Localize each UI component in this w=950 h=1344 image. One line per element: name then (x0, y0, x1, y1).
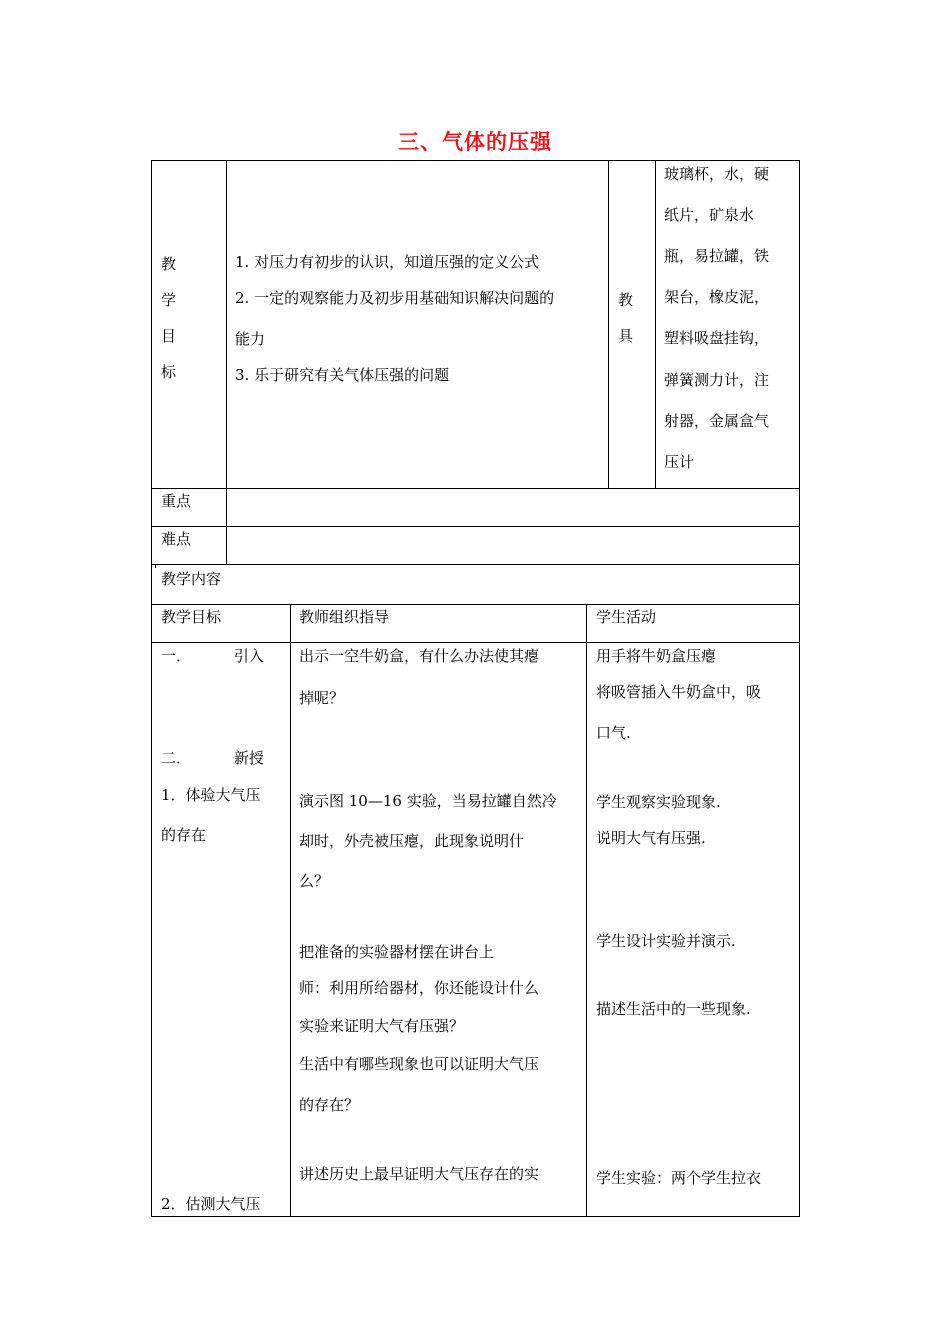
key-point-label: 重点 (161, 492, 192, 510)
difficulty-label: 难点 (161, 530, 192, 548)
header-goals: 教学目标 (161, 608, 222, 626)
objective-item: 2. 一定的观察能力及初步用基础知识解决问题的 (235, 289, 555, 307)
objective-item: 1. 对压力有初步的认识，知道压强的定义公式 (235, 253, 540, 271)
objective-item: 3. 乐于研究有关气体压强的问题 (235, 366, 450, 384)
header-student: 学生活动 (596, 608, 657, 626)
page-title: 三、气体的压强 (398, 129, 552, 154)
header-teacher: 教师组织指导 (299, 608, 390, 626)
content-section-label: 教学内容 (161, 570, 222, 588)
objective-item: 能力 (235, 330, 266, 348)
